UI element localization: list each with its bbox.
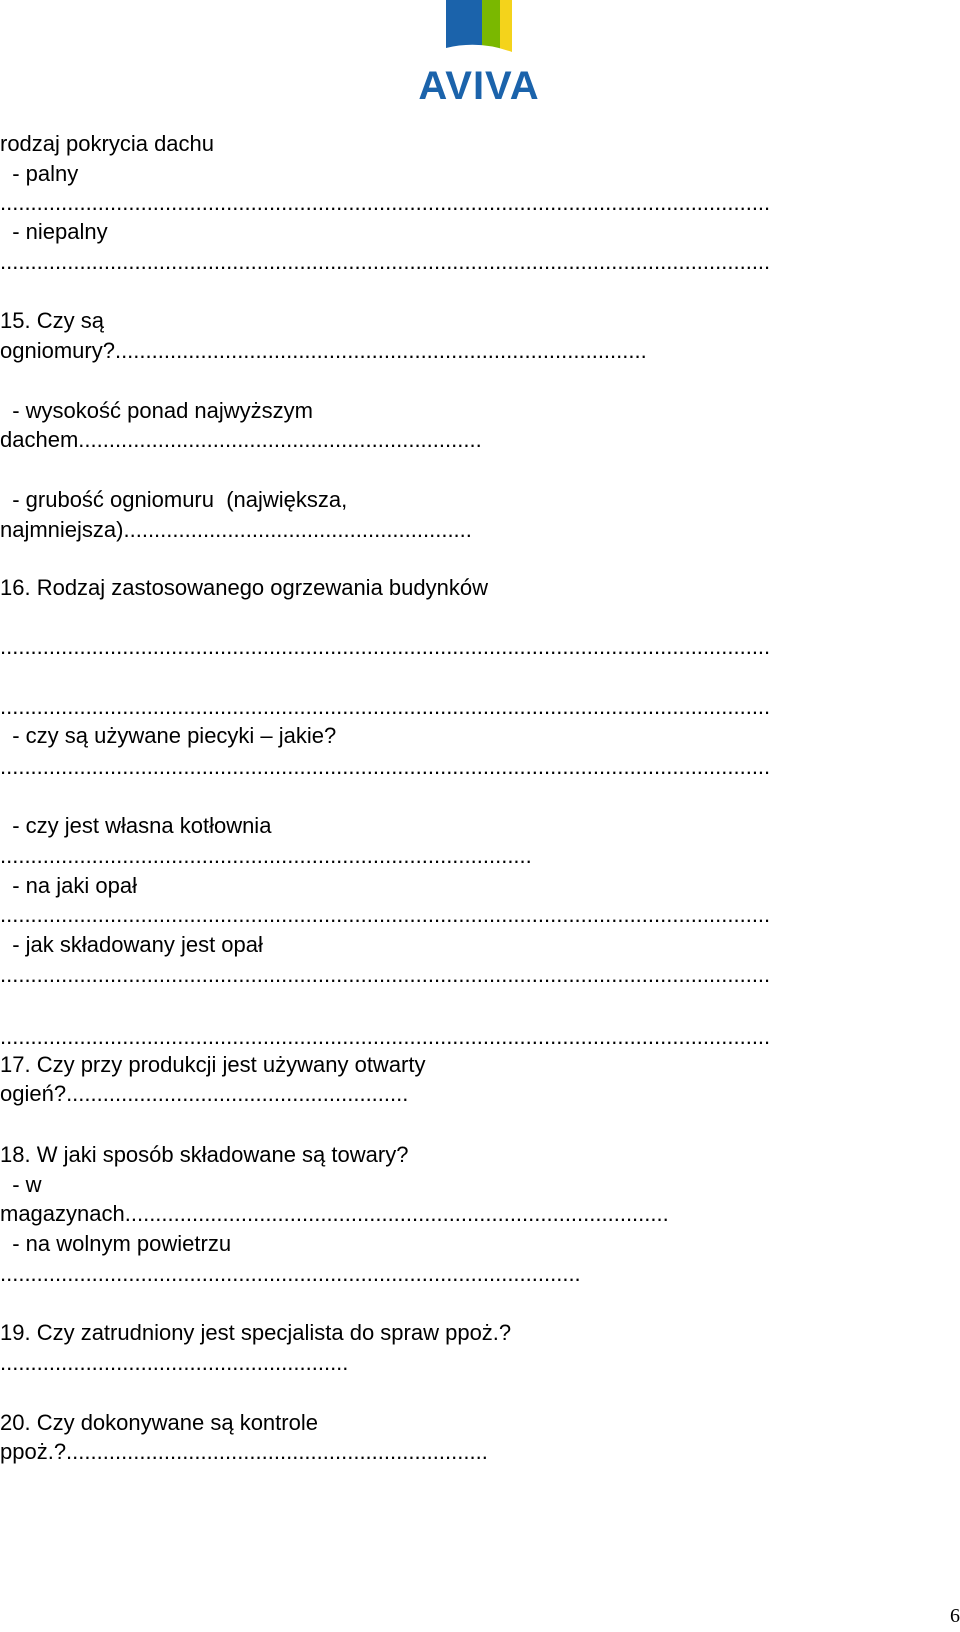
form-line: - wysokość ponad najwyższym: [0, 398, 313, 423]
form-line: - niepalny: [0, 219, 108, 244]
form-line: .......................................................................................: [0, 843, 532, 868]
form-line: .........................................................: [0, 1350, 349, 1375]
form-line: ..............................................................................................................................: [0, 902, 771, 927]
form-line: 17. Czy przy produkcji jest używany otwarty: [0, 1052, 426, 1077]
form-line: ..............................................................................................................................: [0, 694, 771, 719]
form-line: ogień?........................................................: [0, 1081, 409, 1106]
aviva-logo: [404, 0, 554, 106]
form-line: 19. Czy zatrudniony jest specjalista do spraw ppoż.?: [0, 1320, 512, 1345]
form-line: dachem..................................................................: [0, 427, 482, 452]
form-line: - czy są używane piecyki – jakie?: [0, 723, 337, 748]
form-line: - na wolnym powietrzu: [0, 1231, 232, 1256]
form-line: magazynach.........................................................................................: [0, 1201, 669, 1226]
form-line: - w: [0, 1172, 42, 1197]
form-line: - na jaki opał: [0, 873, 137, 898]
form-line: - palny: [0, 161, 79, 186]
aviva-logo-text: AVIVA: [418, 64, 540, 108]
form-line: ..............................................................................................................................: [0, 634, 771, 659]
form-line: - czy jest własna kotłownia: [0, 813, 272, 838]
form-line: ...............................................................................................: [0, 1261, 581, 1286]
form-line: ogniomury?.......................................................................................: [0, 338, 647, 363]
form-line: ..............................................................................................................................: [0, 962, 771, 987]
form-line: ..............................................................................................................................: [0, 190, 771, 215]
form-line: rodzaj pokrycia dachu: [0, 131, 215, 156]
form-line: 16. Rodzaj zastosowanego ogrzewania budynków: [0, 575, 488, 600]
form-line: 20. Czy dokonywane są kontrole: [0, 1410, 318, 1435]
form-line: - jak składowany jest opał: [0, 932, 263, 957]
form-line: ..............................................................................................................................: [0, 249, 771, 274]
aviva-logo-mark-icon: [446, 0, 512, 62]
form-line: ..............................................................................................................................: [0, 754, 771, 779]
form-line: najmniejsza).........................................................: [0, 517, 472, 542]
form-line: - grubość ogniomuru (największa,: [0, 487, 348, 512]
form-line: 15. Czy są: [0, 308, 104, 333]
page-number: 6: [950, 1605, 960, 1627]
form-line: ppoż.?.....................................................................: [0, 1439, 488, 1464]
form-line: 18. W jaki sposób składowane są towary?: [0, 1142, 409, 1167]
form-line: ..............................................................................................................................: [0, 1024, 771, 1049]
